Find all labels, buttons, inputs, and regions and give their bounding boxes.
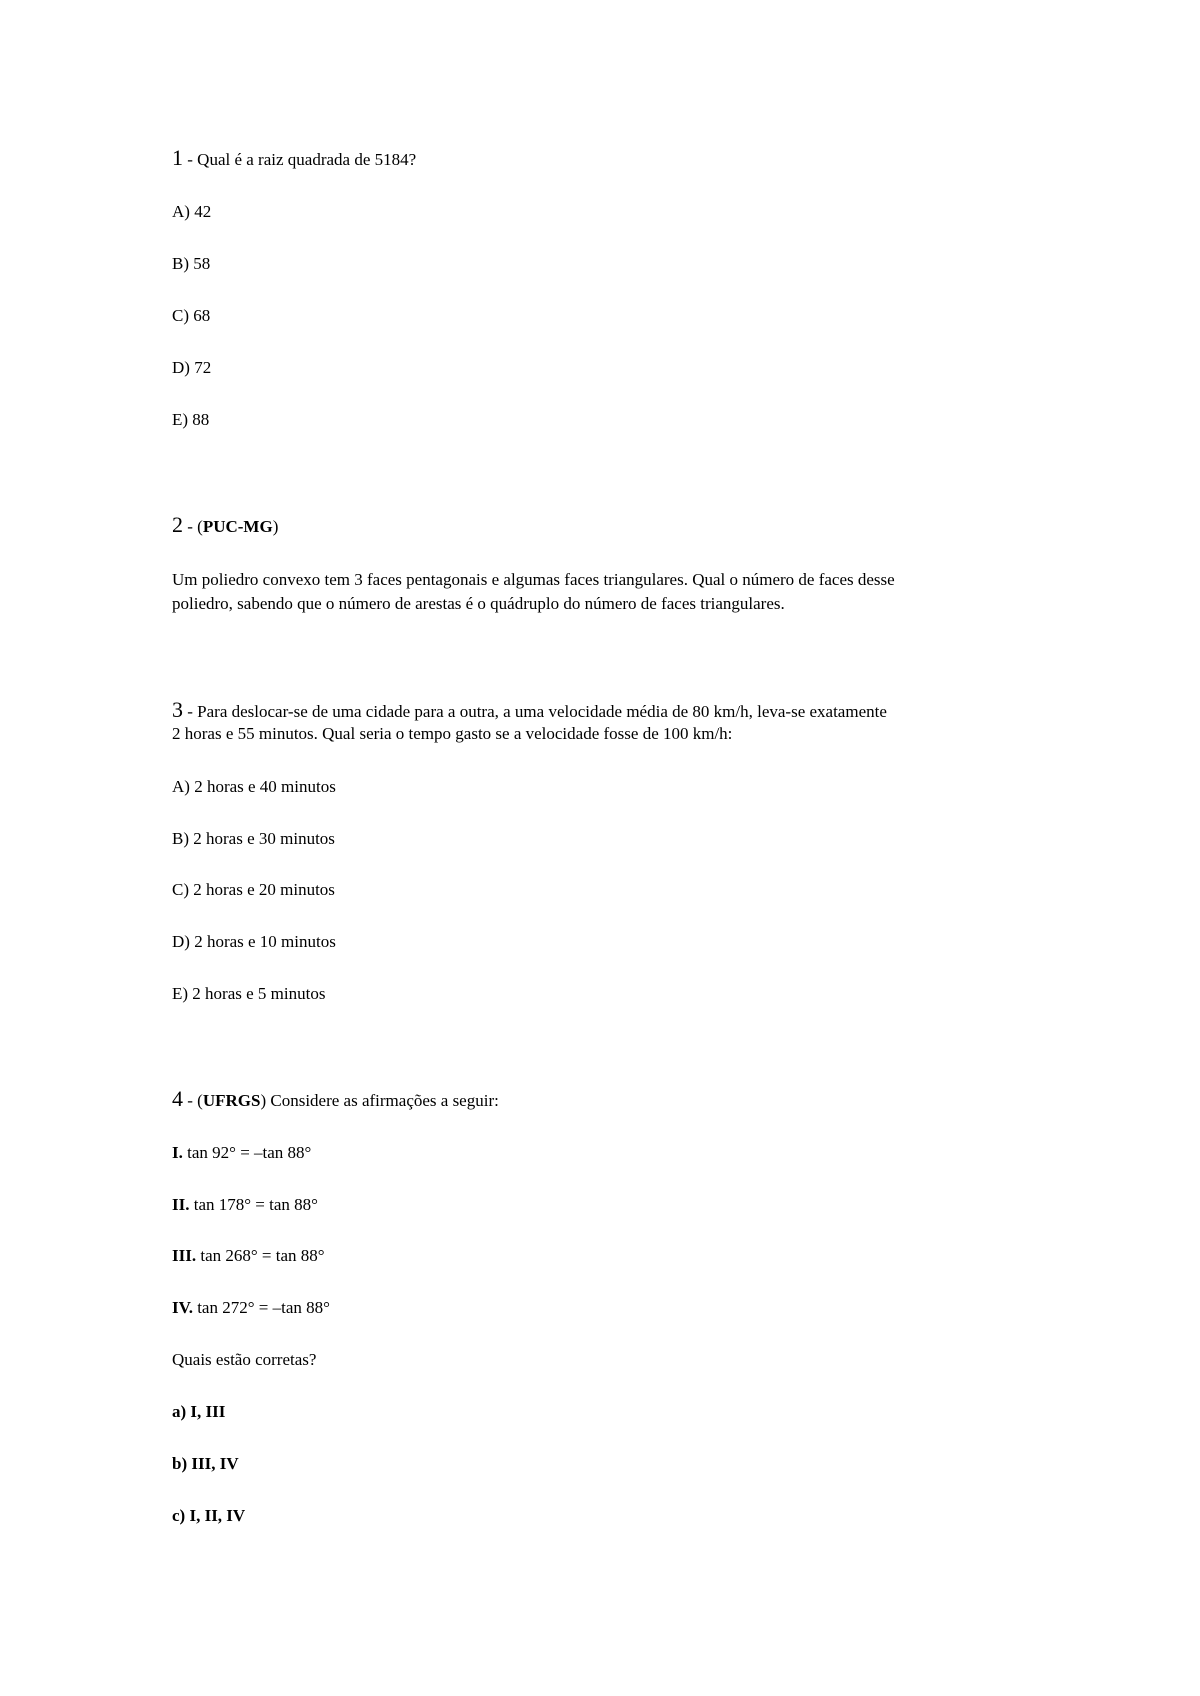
question-4-statement-1 [172,1141,311,1164]
question-4-option-b: b) III, IV [172,1454,239,1473]
question-1-option-b: B) 58 [172,254,211,273]
statement-text: tan 268° = tan 88° [196,1246,325,1265]
question-2-heading [172,513,278,538]
question-4-statement-3 [172,1244,325,1267]
question-1-number: 1 [172,145,183,170]
question-4-statement-4 [172,1296,330,1319]
statement-text: tan 92° = –tan 88° [182,1143,312,1162]
question-4-source: UFRGS [202,1091,261,1110]
statement-label: I. [172,1143,183,1162]
question-3-line-1 [172,698,887,723]
question-2-suffix: ) [272,517,279,536]
question-3-text-line-1: - Para deslocar-se de uma cidade para a outra, a uma velocidade média de 80 km/h, leva-se exatamente [183,702,887,721]
statement-label: III. [172,1246,197,1265]
question-4-heading [172,1087,499,1112]
statement-label: IV. [172,1298,193,1317]
question-4-statement-2 [172,1193,318,1216]
question-3-option-c: C) 2 horas e 20 minutos [172,880,335,899]
question-3-option-e: E) 2 horas e 5 minutos [172,984,326,1003]
question-4-prefix: - ( [183,1091,203,1110]
question-1-text: - Qual é a raiz quadrada de 5184? [183,150,417,169]
question-2-source: PUC-MG [202,517,273,536]
question-3-option-a: A) 2 horas e 40 minutos [172,777,336,796]
question-2-prefix: - ( [183,517,203,536]
question-2-body-line-2: poliedro, sabendo que o número de arestas é o quádruplo do número de faces triangulares. [172,594,785,613]
question-4-prompt: Quais estão corretas? [172,1350,317,1369]
question-1-heading [172,146,416,171]
question-3-number: 3 [172,697,183,722]
question-3-option-b: B) 2 horas e 30 minutos [172,829,335,848]
statement-text: tan 272° = –tan 88° [192,1298,330,1317]
statement-label: II. [172,1195,190,1214]
question-1-option-c: C) 68 [172,306,211,325]
statement-text: tan 178° = tan 88° [189,1195,318,1214]
question-3-line-2: 2 horas e 55 minutos. Qual seria o tempo gasto se a velocidade fosse de 100 km/h: [172,724,733,743]
question-4-option-a: a) I, III [172,1402,226,1421]
question-4-option-c: c) I, II, IV [172,1506,246,1525]
question-1-option-a: A) 42 [172,202,212,221]
question-2-body-line-1: Um poliedro convexo tem 3 faces pentagonais e algumas faces triangulares. Qual o número de faces desse [172,570,895,589]
question-4-number: 4 [172,1086,183,1111]
question-1-option-e: E) 88 [172,410,210,429]
question-3-option-d: D) 2 horas e 10 minutos [172,932,336,951]
question-1-option-d: D) 72 [172,358,212,377]
question-2-number: 2 [172,512,183,537]
question-4-suffix: ) Considere as afirmações a seguir: [260,1091,499,1110]
